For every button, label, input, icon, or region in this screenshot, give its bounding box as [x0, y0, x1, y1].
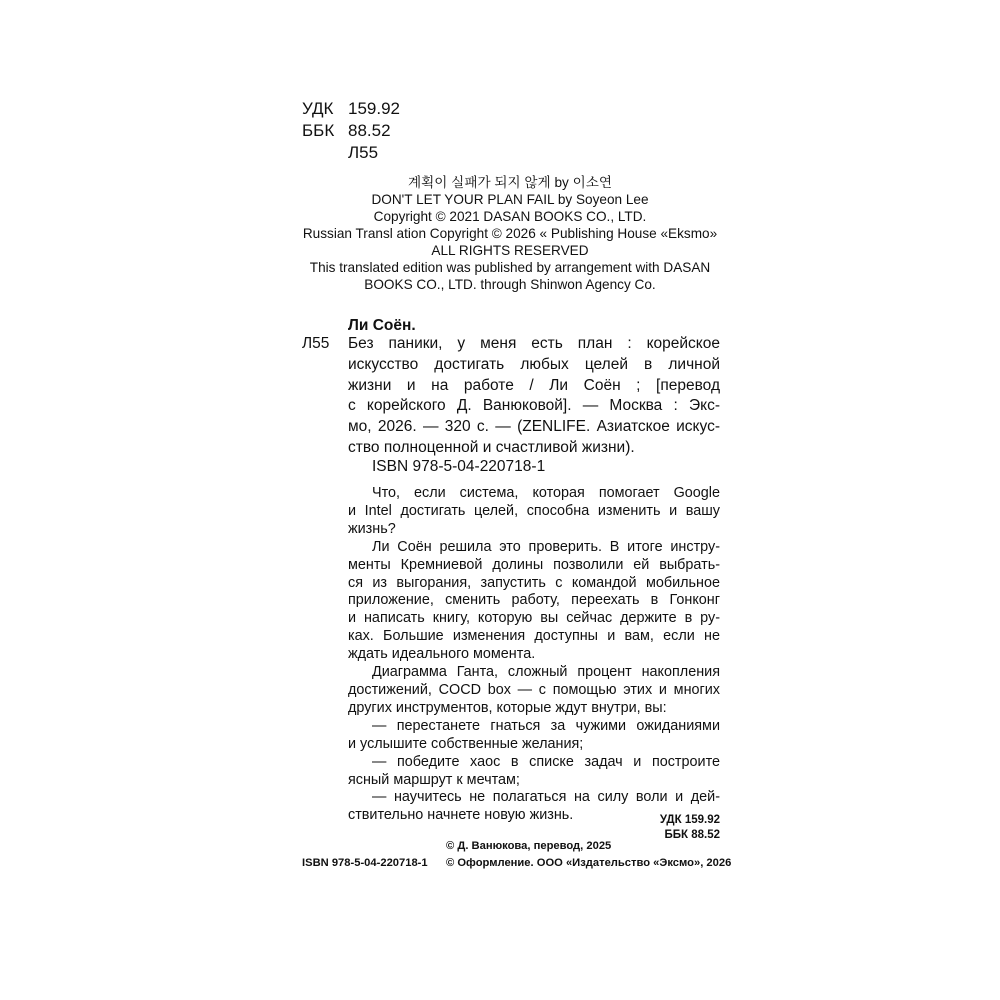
- record-author: Ли Соён.: [348, 317, 416, 334]
- annotation-line: жизнь?: [348, 520, 396, 537]
- copyright-line: ALL RIGHTS RESERVED: [431, 243, 589, 258]
- annotation-line: ствительно начнете новую жизнь.: [348, 807, 574, 824]
- annotation-line: — победите хаос в списке задач и построите: [372, 753, 720, 770]
- annotation-line: Что, если система, которая помогает Google: [372, 485, 720, 501]
- bbk-value: 88.52: [348, 121, 391, 140]
- annotation-line: ках. Большие изменения доступны и вам, если не: [348, 628, 720, 645]
- annotation-line: других инструментов, которые ждут внутри, вы:: [348, 699, 667, 716]
- record-line: ство полноценной и счастливой жизни).: [348, 438, 635, 456]
- copyright-line: Russian Transl ation Copyright © 2026 « Publishing House «Eksmo»: [302, 226, 718, 241]
- record-line: с корейского Д. Ванюковой]. — Москва : Экс-: [348, 397, 720, 415]
- record-line: искусство достигать любых целей в личной: [348, 355, 720, 373]
- annotation-line: ся из выгорания, запустить с командой мобильное: [348, 574, 720, 591]
- copyright-line: BOOKS CO., LTD. through Shinwon Agency Co.: [364, 277, 656, 292]
- copyright-line: DON'T LET YOUR PLAN FAIL by Soyeon Lee: [371, 192, 649, 207]
- author-mark: Л55: [348, 143, 379, 162]
- annotation-line: достижений, COCD box — с помощью этих и многих: [348, 681, 720, 698]
- udk-row: [302, 98, 400, 120]
- annotation-line: — перестанете гнаться за чужими ожиданиями: [372, 717, 720, 734]
- annotation-line: и услышите собственные желания;: [348, 735, 584, 752]
- udk-value: 159.92: [348, 99, 400, 118]
- record-line: мо, 2026. — 320 с. — (ZENLIFE. Азиатское искус-: [348, 418, 720, 436]
- copyright-block: [300, 174, 720, 293]
- annotation-line: и написать книгу, которую вы сейчас держите в ру-: [348, 610, 720, 627]
- annotation-line: менты Кремниевой долины позволили ей выбрать-: [348, 556, 720, 573]
- classification-block: [302, 98, 400, 164]
- copyright-line: 계획이 실패가 되지 않게 by 이소연: [408, 175, 612, 190]
- annotation-text: [348, 485, 720, 825]
- annotation-line: приложение, сменить работу, переехать в Гонконг: [348, 592, 720, 609]
- translator-copyright: © Д. Ванюкова, перевод, 2025: [446, 840, 612, 852]
- record-line: Без паники, у меня есть план : корейское: [348, 335, 720, 352]
- design-copyright: © Оформление. ООО «Издательство «Эксмо», 2026: [446, 857, 732, 869]
- record-line: жизни и на работе / Ли Соён ; [перевод: [348, 376, 720, 394]
- udk-label: УДК: [302, 99, 334, 118]
- annotation-line: ясный маршрут к мечтам;: [348, 771, 520, 788]
- annotation-line: Ли Соён решила это проверить. В итоге инстру-: [372, 538, 720, 555]
- bottom-copyright: [446, 838, 731, 872]
- record-isbn: ISBN 978-5-04-220718-1: [372, 458, 546, 475]
- bbk-row: [302, 120, 400, 142]
- record-code: Л55: [302, 335, 330, 352]
- annotation-line: ждать идеального момента.: [348, 646, 536, 663]
- bibliographic-record: [348, 334, 720, 459]
- copyright-line: This translated edition was published by arrangement with DASAN: [309, 260, 711, 275]
- bbk-label: ББК: [302, 121, 335, 140]
- copyright-line: Copyright © 2021 DASAN BOOKS CO., LTD.: [373, 209, 647, 224]
- annotation-line: Диаграмма Ганта, сложный процент накопления: [372, 664, 720, 681]
- annotation-line: — научитесь не полагаться на силу воли и дей-: [372, 789, 720, 806]
- author-mark-row: [302, 142, 400, 164]
- annotation-line: и Intel достигать целей, способна изменить и вашу: [348, 502, 720, 519]
- annotation-bbk: ББК 88.52: [664, 829, 720, 841]
- annotation-udk: УДК 159.92: [659, 814, 720, 826]
- bottom-isbn: ISBN 978-5-04-220718-1: [302, 857, 428, 869]
